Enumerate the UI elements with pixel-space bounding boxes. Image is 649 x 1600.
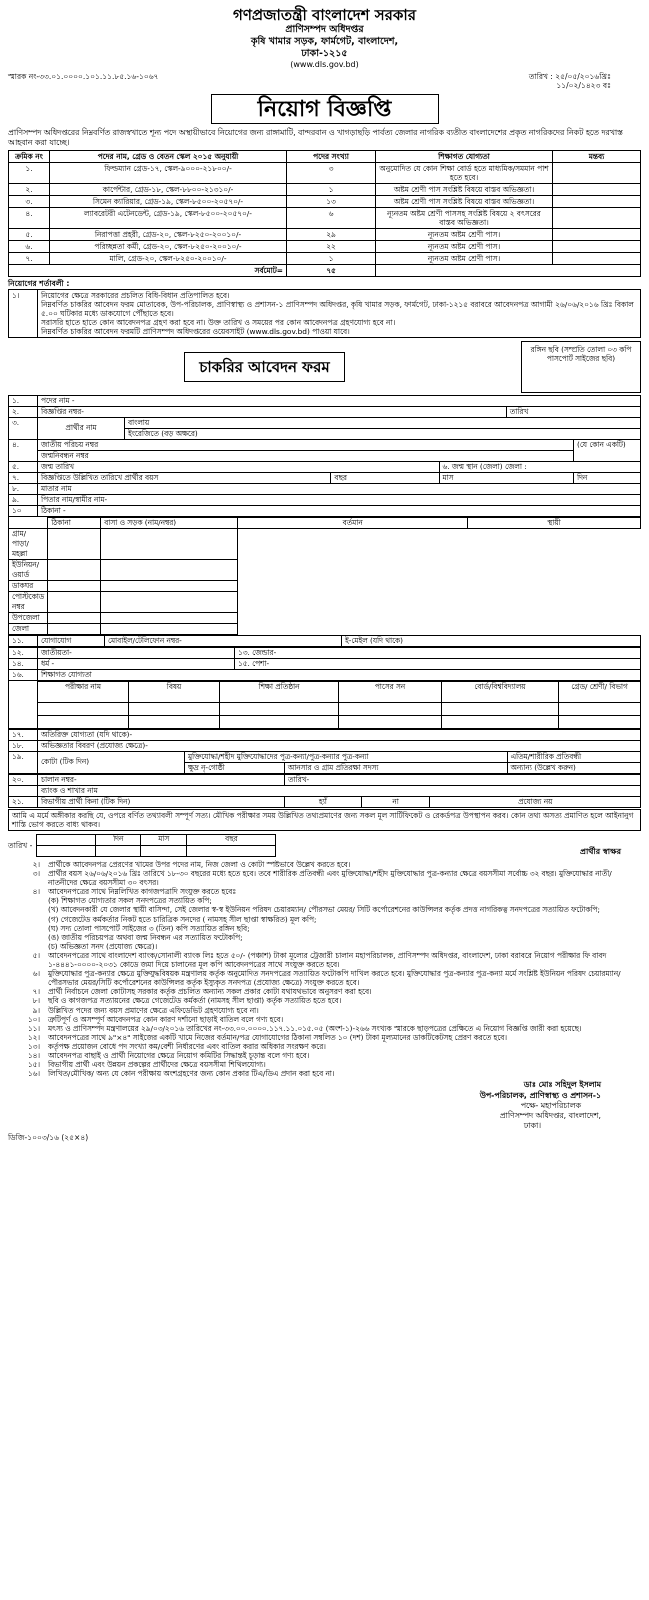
note-number: ১৪। (27, 1051, 40, 1061)
address-rows (9, 528, 641, 634)
quota-orphan-disabled[interactable]: এতিম/শারীরিক প্রতিবন্ধী (507, 751, 641, 762)
address-present-cell[interactable] (48, 612, 101, 623)
vacancy-serial: ১. (9, 163, 50, 184)
address-permanent-cell[interactable] (101, 612, 238, 623)
edu-row[interactable] (9, 715, 641, 728)
address-col-permanent: স্থায়ী (468, 517, 641, 528)
note-number: ১০। (27, 1014, 40, 1024)
contact-table: ১১. যোগাযোগ মোবাইল/টেলিফোন নম্বর- ই-মেইল (যদি থাকে) (8, 635, 641, 647)
note-text: কর্তৃপক্ষ প্রয়োজন বোধে পদ সংখ্যা কম/বেশী নির্ধারণের এবং বাতিল করার অধিকার সংরক্ষণ করে। (48, 1042, 326, 1052)
edu-col-year: পাসের সন (339, 681, 442, 702)
note-number: ৬। (32, 969, 40, 979)
field-gender[interactable]: ১৩. জেন্ডার- (235, 647, 641, 658)
note-item (8, 860, 641, 869)
field-name-bangla[interactable]: বাংলায় (125, 417, 641, 428)
vacancy-remarks (553, 196, 641, 208)
address-permanent-cell[interactable] (101, 580, 238, 591)
address-row-label: উপজেলা (9, 612, 48, 623)
field-mother-name[interactable]: মাতার নাম (38, 483, 641, 494)
note-item (8, 869, 641, 887)
vacancy-serial: ৪. (9, 208, 50, 229)
note-number: ১১। (27, 1023, 40, 1033)
note-number (8, 915, 46, 924)
field-address-title: ঠিকানা - (38, 505, 641, 516)
vacancy-row (9, 229, 641, 241)
vacancy-post: মালি, গ্রেড-২০, স্কেল-৮২৫০-২০০১০/- (50, 253, 287, 265)
address-present-cell[interactable] (48, 591, 101, 612)
option-yes[interactable]: হ্যাঁ (285, 796, 362, 807)
note-item (8, 1051, 641, 1060)
conditions-title: নিয়োগের শর্তাবলী : (8, 279, 70, 289)
field-birth-district[interactable]: ৬. জন্ম স্থান (জেলা) জেলা : (439, 461, 640, 472)
date-signature-row (8, 834, 641, 857)
officer-name: ডাঃ মোঃ সহিদুল ইসলাম (523, 1080, 601, 1090)
notice-title: নিয়োগ বিজ্ঞপ্তি (211, 94, 439, 124)
applicant-signature: প্রার্থীর স্বাক্ষর (579, 847, 621, 857)
field-contact-label: যোগাযোগ (38, 635, 105, 646)
edu-col-subject: বিষয় (129, 681, 220, 702)
address-present-cell[interactable] (48, 580, 101, 591)
quota-ethnic-minority[interactable]: ক্ষুদ্র নৃ-গোষ্ঠী (185, 762, 285, 773)
vacancy-row (9, 196, 641, 208)
vacancy-remarks (553, 229, 641, 241)
address-line: কৃষি খামার সড়ক, ফার্মগেট, বাংলাদেশ, (250, 36, 399, 47)
address-row[interactable] (9, 591, 641, 612)
edu-row[interactable] (9, 702, 641, 715)
condition-line: নিম্নবর্ণিত চাকরির আবেদন ফরম মোতাবেক, উপ-পরিচালক, প্রাণিস্বাস্থ্য ও প্রশাসন-১ প্রাণিসম্পদ অধিদপ্তর, কৃষি খামার সড়ক, ফার্মগেট, ঢাকা-১২১৫ বরাবরে আবেদনপত্র আগামী ২৬/০৬/২০১৬ খ্রিঃ বিকাল ৫.০০ ঘটিকার মধ্যে ডাকযোগে পৌঁছাতে হবে। (41, 299, 634, 318)
department-name: প্রাণিসম্পদ অধিদপ্তর (285, 24, 364, 35)
personal-table: ১২. জাতীয়তা- ১৩. জেন্ডার- ১৪. ধর্ম - ১৫. পেশা- ১৬. শিক্ষাগত যোগ্যতা (8, 647, 641, 681)
education-table (8, 681, 641, 729)
date-month[interactable]: মাস (141, 834, 187, 845)
note-item (8, 1033, 641, 1042)
vacancy-post: নিরাপত্তা প্রহরী, গ্রেড-২০, স্কেল-৮২৫০-২০০১০/- (50, 229, 287, 241)
date-label-form: তারিখ - (8, 840, 33, 850)
note-number: ৪। (32, 887, 40, 897)
officer-for: পক্ষে- মহাপরিচালক (520, 1100, 581, 1110)
field-departmental-label: বিভাগীয় প্রার্থী কিনা (টিক দিন) (38, 796, 285, 807)
note-number: ৩। (32, 868, 40, 878)
note-text: আবেদনপত্রের সাথে ৯"×৪" সাইজের একটি খামে নিজের বর্তমান/পত্র যোগাযোগের ঠিকানা সম্বলিত ১০ (দশ) টাকা মূল্যমানের ডাকটিকেটসহ প্রেরণ করতে হবে। (48, 1032, 507, 1042)
quota-other[interactable]: অন্যান্য (উল্লেখ করুন) (507, 762, 641, 773)
vacancy-qualification: ন্যূনতম অষ্টম শ্রেণী পাস। (376, 241, 553, 253)
quota-freedom-fighter[interactable]: মুক্তিযোদ্ধা/শহীদ মুক্তিযোদ্ধাদের পুত্র-কন্যা/পুত্র-কন্যার পুত্র-কন্যা (185, 751, 508, 762)
field-bank-branch[interactable]: ব্যাংক ও শাখার নাম (38, 785, 641, 796)
vacancy-serial: ৭. (9, 253, 50, 265)
conditions-table (8, 289, 641, 338)
note-text: উল্লিখিত পদের জন্য বয়স প্রমাণের ক্ষেত্রে এফিডেভিট গ্রহণযোগ্য হবে না। (48, 1005, 259, 1015)
vacancy-row (9, 253, 641, 265)
application-form: ১. পদের নাম - ২. বিজ্ঞপ্তির নম্বর- তারিখ ৩. প্রার্থীর নাম বাংলায় ইংরেজিতে (বড় অক্ষরে) ৪. জাতীয় পরিচয় নম্বর (যে কোন একটি) জন্মনিবন্ধন নম্বর ৫. জন্ম তারিখ ৬. জন্ম স্থান (জেলা) জেলা : ৭. বিজ্ঞপ্তিতে উল্লিখিত তারিখে প্রার্থীর বয়স বছর মাস দিন ৮. মাতার নাম ৯. পিতার নাম/স্বামীর নাম- ১০ ঠিকানা - (8, 395, 641, 517)
vacancy-count: ২২ (287, 241, 376, 253)
edu-col-institute: শিক্ষা প্রতিষ্ঠান (220, 681, 339, 702)
note-text: মৎস্য ও প্রাণিসম্পদ মন্ত্রণালয়ের ২৯/০৩/২০১৬ তারিখের নং-৩৩.০০.০০০০.১১৭.১১.০১৫.০৫ (অংশ-১)-২৬৬ সংখ্যক স্মারকে ছাড়পত্রের প্রেক্ষিতে এ নিয়োগ বিজ্ঞপ্তি জারী করা হয়েছে। (48, 1023, 582, 1033)
vacancy-serial: ৬. (9, 241, 50, 253)
address-present-cell[interactable] (48, 559, 101, 580)
condition-line: নিম্নবর্ণিত চাকরির আবেদন ফরমটি প্রাণিসম্পদ অধিদপ্তরের ওয়েবসাইট (www.dls.gov.bd) পাওয়া যাবে। (41, 326, 350, 336)
officer-city: ঢাকা। (523, 1120, 541, 1130)
note-item (8, 942, 641, 951)
date-box (36, 834, 276, 857)
col-remarks: মন্তব্য (553, 151, 641, 163)
note-number: ৮। (32, 996, 40, 1006)
note-number (8, 905, 46, 914)
col-count: পদের সংখ্যা (287, 151, 376, 163)
address-row[interactable] (9, 528, 641, 559)
condition-serial: ১। (9, 289, 38, 337)
total-count: ৭৫ (287, 265, 376, 277)
field-birth-reg[interactable]: জন্মনিবন্ধন নম্বর (38, 450, 574, 461)
note-item (8, 1042, 641, 1051)
vacancy-remarks (553, 163, 641, 184)
field-father-name[interactable]: পিতার নাম/স্বামীর নাম- (38, 494, 641, 505)
date-label: তারিখ : (528, 71, 553, 81)
field-id-note: (যে কোন একটি) (574, 439, 641, 461)
vacancy-count: ২৯ (287, 229, 376, 241)
edu-col-grade: গ্রেড/ শ্রেণী/ বিভাগ (559, 681, 641, 702)
field-email[interactable]: ই-মেইল (যদি থাকে) (342, 635, 641, 646)
edu-col-board: বোর্ড/বিশ্ববিদ্যালয় (442, 681, 559, 702)
vacancy-serial: ২. (9, 184, 50, 196)
footer-code: ডিজি-১০০৩/১৬ (২৫×৪) (8, 1133, 89, 1143)
field-applicant-name-label: প্রার্থীর নাম (38, 417, 125, 439)
note-text: আবেদনপত্র বাছাই ও প্রার্থী নিয়োগের ক্ষেত্রে নিয়োগ কমিটির সিদ্ধান্তই চূড়ান্ত বলে গণ্য হবে। (48, 1051, 310, 1061)
note-number (8, 924, 46, 933)
note-text: আবেদনপত্রের সাথে বাংলাদেশ ব্যাংক/সোনালী ব্যাংক লিঃ হতে ৫০/- (পঞ্চাশ) টাকা মূল্যের ট্রেজারী চালান মহাপরিচালক, প্রাণিসম্পদ অধিদপ্তর, বাংলাদেশ, ঢাকা বরাবরে নিয়োগ পরীক্ষার ফি বাবদ ১-৪৪৪১-০০০০-২০৩১ কোডে জমা দিয়ে চালানের মূল কপি আবেদনপত্রের সাথে সংযুক্ত করতে হবে। (48, 950, 607, 970)
field-post-name[interactable]: পদের নাম - (38, 395, 641, 406)
vacancy-remarks (553, 253, 641, 265)
note-text: (চ) অভিজ্ঞতা সনদ (প্রযোজ্য ক্ষেত্রে)। (48, 941, 158, 951)
city-line: ঢাকা-১২১৫ (301, 48, 348, 59)
vacancy-post: ল্যাবরেটরী এটেনডেন্ট, গ্রেড-১৯, স্কেল-৮৫০০-২০৫৭০/- (50, 208, 287, 229)
note-number: ১২। (27, 1032, 40, 1042)
note-item (8, 1024, 641, 1033)
vacancy-serial: ৫. (9, 229, 50, 241)
note-item (8, 905, 641, 914)
note-number: ১৫। (27, 1060, 40, 1070)
note-number: ৫। (32, 950, 40, 960)
field-notice-number[interactable]: বিজ্ঞপ্তির নম্বর- (38, 406, 507, 417)
form-title: চাকরির আবেদন ফরম (184, 352, 344, 382)
field-nationality[interactable]: জাতীয়তা- (38, 647, 235, 658)
note-text: প্রার্থীর বয়স ২৬/০৬/২০১৬ খ্রিঃ তারিখে ১৮-৩০ বছরের মধ্যে হতে হবে। তবে শারীরিক প্রতিবন্ধী এবং মুক্তিযোদ্ধা/শহীদ মুক্তিযোদ্ধার পুত্র-কন্যার ক্ষেত্রে বয়সসীমা সর্বোচ্চ ৩২ বছর। মুক্তিযোদ্ধার নাতী/নাতনীদের ক্ষেত্রে বয়সসীমা ৩০ বৎসর। (48, 868, 612, 888)
field-dob[interactable]: জন্ম তারিখ (38, 461, 440, 472)
officer-designation: উপ-পরিচালক, প্রাণিস্বাস্থ্য ও প্রশাসন-১ (479, 1090, 601, 1100)
field-quota-label: কোটা (টিক দিন) (38, 751, 185, 773)
note-item (8, 915, 641, 924)
note-item (8, 1006, 641, 1015)
note-item (8, 887, 641, 896)
note-text: লিখিত/মৌখিক/ অন্য যে কোন পরীক্ষায় অংশগ্রহণের জন্য কোন প্রকার টিএ/ডিএ প্রদান করা হবে না। (48, 1069, 335, 1079)
header-block (8, 6, 641, 70)
address-col-house: বাসা ও সড়ক (নাম/নম্বর) (101, 517, 238, 528)
address-permanent-cell[interactable] (101, 623, 238, 634)
address-row-label: জেলা (9, 623, 48, 634)
option-not-applicable[interactable]: প্রযোজ্য নয় (430, 796, 641, 807)
address-row[interactable] (9, 559, 641, 580)
vacancy-post: পরিচ্ছন্নতা কর্মী, গ্রেড-২০, স্কেল-৮২৫০-২০০১০/- (50, 241, 287, 253)
note-number: ১৬। (27, 1069, 40, 1079)
address-present-cell[interactable] (48, 528, 101, 559)
vacancy-row (9, 184, 641, 196)
vacancy-qualification: ন্যূনতম অষ্টম শ্রেণী পাস। (376, 253, 553, 265)
declaration: আমি এ মর্মে অঙ্গীকার করছি যে, ওপরে বর্ণিত তথ্যাবলী সম্পূর্ণ সত্য। মৌখিক পরীক্ষার সময় উল্লিখিত তথ্যপ্রমাণের জন্য সকল মূল সার্টিফিকেট ও রেকর্ডপত্র উপস্থাপন করব। কোন তথ্য অসত্য প্রমাণিত হলে আইনানুগ শাস্তি ভোগ করতে বাধ্য থাকব। (8, 809, 641, 831)
address-label: ঠিকানা (48, 517, 101, 528)
note-number: ৭। (32, 987, 40, 997)
condition-line: নিয়োগের ক্ষেত্রে সরকারের প্রচলিত বিধি-বিধান প্রতিপালিত হবে। (41, 290, 230, 300)
notes-table (8, 860, 641, 1079)
field-experience[interactable]: অভিজ্ঞতার বিবরণ (প্রযোজ্য ক্ষেত্রে)- (38, 740, 641, 751)
vacancy-count: ৬ (287, 208, 376, 229)
vacancy-total-row (9, 265, 641, 277)
note-number (8, 896, 46, 905)
vacancy-post: ফিল্ডম্যান গ্রেড-১৭, স্কেল-৯০০০-২১৮০০/- (50, 163, 287, 184)
field-name-english[interactable]: ইংরেজিতে (বড় অক্ষরে) (125, 428, 641, 439)
field-age-label: বিজ্ঞপ্তিতে উল্লিখিত তারিখে প্রার্থীর বয়স (38, 472, 331, 483)
vacancy-body (9, 163, 641, 277)
note-text: ছবি ও কাগজপত্র সত্যায়নের ক্ষেত্রে গেজেটেড কর্মকর্তা (নামসহ সীল ছাপ্তা) কর্তৃক সত্যায়িত হতে হবে। (48, 996, 342, 1006)
vacancy-post: কার্পেন্টার, গ্রেড-১৮, স্কেল-৮৮০০-২১৩১০/- (50, 184, 287, 196)
website-line: (www.dls.gov.bd) (290, 60, 359, 69)
vacancy-qualification: ন্যূনতম অষ্টম শ্রেণী পাস। (376, 229, 553, 241)
address-row[interactable] (9, 580, 641, 591)
extra-table: ১৭. অতিরিক্ত যোগ্যতা (যদি থাকে)- ১৮. অভিজ্ঞতার বিবরণ (প্রযোজ্য ক্ষেত্রে)- ১৯. কোটা (টিক দিন) মুক্তিযোদ্ধা/শহীদ মুক্তিযোদ্ধাদের পুত্র-কন্যা/পুত্র-কন্যার পুত্র-কন্যা এতিম/শারীরিক প্রতিবন্ধী ক্ষুদ্র নৃ-গোষ্ঠী আনসার ও গ্রাম প্রতিরক্ষা সদস্য অন্যান্য (উল্লেখ করুন) (8, 729, 641, 774)
note-text: (ঘ) সদ্য তোলা পাসপোর্ট সাইজের ৩ (তিন) কপি সত্যায়িত রঙ্গিন ছবি; (48, 923, 250, 933)
date-block (8, 834, 276, 857)
note-item (8, 987, 641, 996)
address-row-label: গ্রাম/ পাড়া/ মহল্লা (9, 528, 48, 559)
vacancy-count: ১৩ (287, 196, 376, 208)
field-age-day[interactable]: দিন (574, 472, 641, 483)
address-permanent-cell[interactable] (101, 528, 238, 559)
note-item (8, 933, 641, 942)
address-row-label: ইউনিয়ন/ওয়ার্ড (9, 559, 48, 580)
vacancy-remarks (553, 184, 641, 196)
field-education-title: শিক্ষাগত যোগ্যতা (38, 669, 641, 680)
note-item (8, 1015, 641, 1024)
vacancy-remarks (553, 208, 641, 229)
field-phone[interactable]: মোবাইল/টেলিফোন নম্বর- (105, 635, 342, 646)
date-gregorian: ২৫/০৫/২০১৬খ্রিঃ (555, 71, 611, 81)
note-text: বিভাগীয় প্রার্থী এবং উন্নয়ন প্রকল্পের প্রার্থীদের ক্ষেত্রে বয়সসীমা শিথিলযোগ্য। (48, 1060, 266, 1070)
vacancy-count: ৩ (287, 163, 376, 184)
notes-body (8, 860, 641, 1079)
notice-date (528, 72, 641, 90)
vacancy-table (8, 150, 641, 277)
notice-page (8, 0, 641, 1142)
field-religion[interactable]: ধর্ম - (38, 658, 235, 669)
note-item (8, 896, 641, 905)
address-permanent-cell[interactable] (101, 591, 238, 612)
officer-signature (8, 1080, 641, 1131)
option-no[interactable]: না (361, 796, 430, 807)
vacancy-count: ১ (287, 253, 376, 265)
memo-line (8, 72, 641, 90)
note-text: (গ) গেজেটেড কর্মকর্তার নিকট হতে চারিত্রিক সনদের ( নামসহ সীল ছাপ্তা স্বাক্ষরিত) মূল কপি; (48, 914, 317, 924)
address-row[interactable] (9, 612, 641, 623)
address-row[interactable] (9, 623, 641, 634)
note-number (8, 942, 46, 951)
vacancy-remarks (553, 241, 641, 253)
total-empty (376, 265, 641, 277)
vacancy-count: ১ (287, 184, 376, 196)
photo-box: রঙ্গিন ছবি (সম্প্রতি তোলা ০৩ কপি পাসপোর্ট সাইজের ছবি) (521, 341, 641, 393)
total-label: সর্বমোট= (9, 265, 287, 277)
note-number: ৯। (32, 1005, 40, 1015)
field-challan-date[interactable]: তারিখ- (285, 774, 641, 785)
col-post: পদের নাম, গ্রেড ও বেতন স্কেল ২০১৫ অনুযায়ী (50, 151, 287, 163)
address-row-label: পোস্টকোড নম্বর (9, 591, 48, 612)
date-year[interactable]: বছর (187, 834, 276, 845)
note-item (8, 1069, 641, 1078)
address-table (8, 517, 641, 635)
vacancy-row (9, 241, 641, 253)
vacancy-qualification: ন্যূনতম অষ্টম শ্রেণী পাসসহ সংশ্লিষ্ট বিষয়ে ২ বৎসরের বাস্তব অভিজ্ঞতা। (376, 208, 553, 229)
note-number (8, 933, 46, 942)
edu-col-exam: পরীক্ষার নাম (38, 681, 129, 702)
field-challan-number[interactable]: চালান নম্বর- (38, 774, 285, 785)
vacancy-row (9, 163, 641, 184)
note-text: মুক্তিযোদ্ধার পুত্র-কন্যার ক্ষেত্রে মুক্তিযুদ্ধবিষয়ক মন্ত্রণালয় কর্তৃক অনুমোদিত সনদপত্রের সত্যায়িত ফটোকপি দাখিল করতে হবে। মুক্তিযোদ্ধার পুত্র-কন্যার পুত্র-কন্যা মর্মে সংশ্লিষ্ট ইউনিয়ন পরিষদ চেয়ারম্যান/পৌরসভার মেয়র/সিটি কর্পোরেশনের কাউন্সিলর কর্তৃক ইস্যুকৃত সনদপত্র (প্রযোজ্য ক্ষেত্রে) সংযুক্ত করতে হবে। (48, 969, 621, 988)
address-row-label: ডাকঘর (9, 580, 48, 591)
col-qualification: শিক্ষাগত যোগ্যতা (376, 151, 553, 163)
address-col-present: বর্তমান (238, 517, 468, 528)
note-item (8, 969, 641, 987)
government-title: গণপ্রজাতন্ত্রী বাংলাদেশ সরকার (233, 6, 416, 24)
note-item (8, 951, 641, 969)
field-age-month[interactable]: মাস (439, 472, 573, 483)
address-permanent-cell[interactable] (101, 559, 238, 580)
note-item (8, 996, 641, 1005)
note-text: (ক) শিক্ষাগত যোগ্যতার সকল সনদপত্রের সত্যায়িত কপি; (48, 896, 212, 906)
date-day[interactable]: দিন (96, 834, 141, 845)
note-number: ১৩। (27, 1042, 40, 1052)
challan-table: ২০. চালান নম্বর- তারিখ- ব্যাংক ও শাখার নাম ২১. বিভাগীয় প্রার্থী কিনা (টিক দিন) হ্যাঁ না প্রযোজ্য নয় (8, 774, 641, 808)
note-text: আবেদনপত্রের সাথে নিম্নলিখিত কাগজপত্রাদি সংযুক্ত করতে হবেঃ (48, 887, 237, 897)
field-extra-qualification[interactable]: অতিরিক্ত যোগ্যতা (যদি থাকে)- (38, 729, 641, 740)
memo-number: স্মারক নং-৩৩.০১.০০০০.১০১.১১.৮৫.১৬-১০৬৭ (8, 71, 159, 81)
note-text: প্রার্থী নির্বাচনে জেলা কোটাসহ সরকার কর্তৃক প্রচলিত অন্যান্য সকল প্রকার কোটা যথাযথভাবে অনুসরণ করা হবে। (48, 987, 372, 997)
address-present-cell[interactable] (48, 623, 101, 634)
intro-paragraph: প্রাণিসম্পদ অধিদপ্তরের নিম্নবর্ণিত রাজস্বখাতে শূন্য পদে অস্থায়ীভাবে নিয়োগের জন্য রাঙ্গামাটি, বান্দরবান ও খাগড়াছড়ি পার্বত্য জেলার নাগরিক ব্যতীত বাংলাদেশের প্রকৃত নাগরিকদের নিকট হতে দরখাস্ত আহবান করা যাচ্ছে। (8, 128, 623, 147)
note-item (8, 924, 641, 933)
note-number: ২। (32, 859, 40, 869)
field-age-year[interactable]: বছর (331, 472, 439, 483)
note-text: (ঙ) জাতীয় পরিচয়পত্র অথবা জন্ম নিবন্ধন এর সত্যায়িত ফটোকপি; (48, 932, 243, 942)
note-text: (খ) আবেদনকারী যে জেলার স্থায়ী বাসিন্দা, সেই জেলার স্ব-স্ব ইউনিয়ন পরিষদ চেয়ারম্যান/ পৌরসভা মেয়র/ সিটি কর্পোরেশনের কাউন্সিলর কর্তৃক প্রদত্ত নাগরিকত্ব সনদপত্রের সত্যায়িত ফটোকপি; (48, 905, 600, 915)
field-nid[interactable]: জাতীয় পরিচয় নম্বর (38, 439, 574, 450)
vacancy-qualification: অনুমোদিত যে কোন শিক্ষা বোর্ড হতে মাধ্যমিক/সমমান পাশ হতে হবে। (376, 163, 553, 184)
form-header (8, 341, 641, 393)
vacancy-qualification: অষ্টম শ্রেণী পাস সংশ্লিষ্ট বিষয়ে বাস্তব অভিজ্ঞতা। (376, 184, 553, 196)
vacancy-serial: ৩. (9, 196, 50, 208)
officer-org: প্রাণিসম্পদ অধিদপ্তর, বাংলাদেশ, (499, 1110, 601, 1120)
note-text: ত্রুটিপূর্ণ ও অসম্পূর্ণ আবেদনপত্র কোন কারণ দর্শানো ছাড়াই বাতিল বলে গণ্য হবে। (48, 1014, 284, 1024)
condition-lines (38, 289, 641, 337)
vacancy-row (9, 208, 641, 229)
quota-ansar[interactable]: আনসার ও গ্রাম প্রতিরক্ষা সদস্য (284, 762, 507, 773)
field-notice-date[interactable]: তারিখ (506, 406, 640, 417)
vacancy-post: সিমেন ক্যারিয়ার, গ্রেড-১৯, স্কেল-৮৫০০-২০৫৭০/- (50, 196, 287, 208)
vacancy-header-row (9, 151, 641, 163)
field-occupation[interactable]: ১৫. পেশা- (235, 658, 641, 669)
condition-line: সরাসরি হাতে হাতে কোন আবেদনপত্র গ্রহণ করা হবে না। উক্ত তারিখ ও সময়ের পর কোন আবেদনপত্র গ্রহণযোগ্য হবে না। (41, 317, 396, 327)
note-text: প্রার্থীকে আবেদনপত্র প্রেরণের খামের উপর পদের নাম, নিজ জেলা ও কোটা স্পষ্টভাবে উল্লেখ করতে হবে। (48, 859, 351, 869)
col-serial: ক্রমিক নং (9, 151, 50, 163)
note-item (8, 1060, 641, 1069)
date-bangla: ১১/০২/১৪২৩ বঃ (556, 80, 611, 90)
vacancy-qualification: অষ্টম শ্রেণী পাস সংশ্লিষ্ট বিষয়ে বাস্তব অভিজ্ঞতা। (376, 196, 553, 208)
form-title-wrap (8, 352, 521, 382)
